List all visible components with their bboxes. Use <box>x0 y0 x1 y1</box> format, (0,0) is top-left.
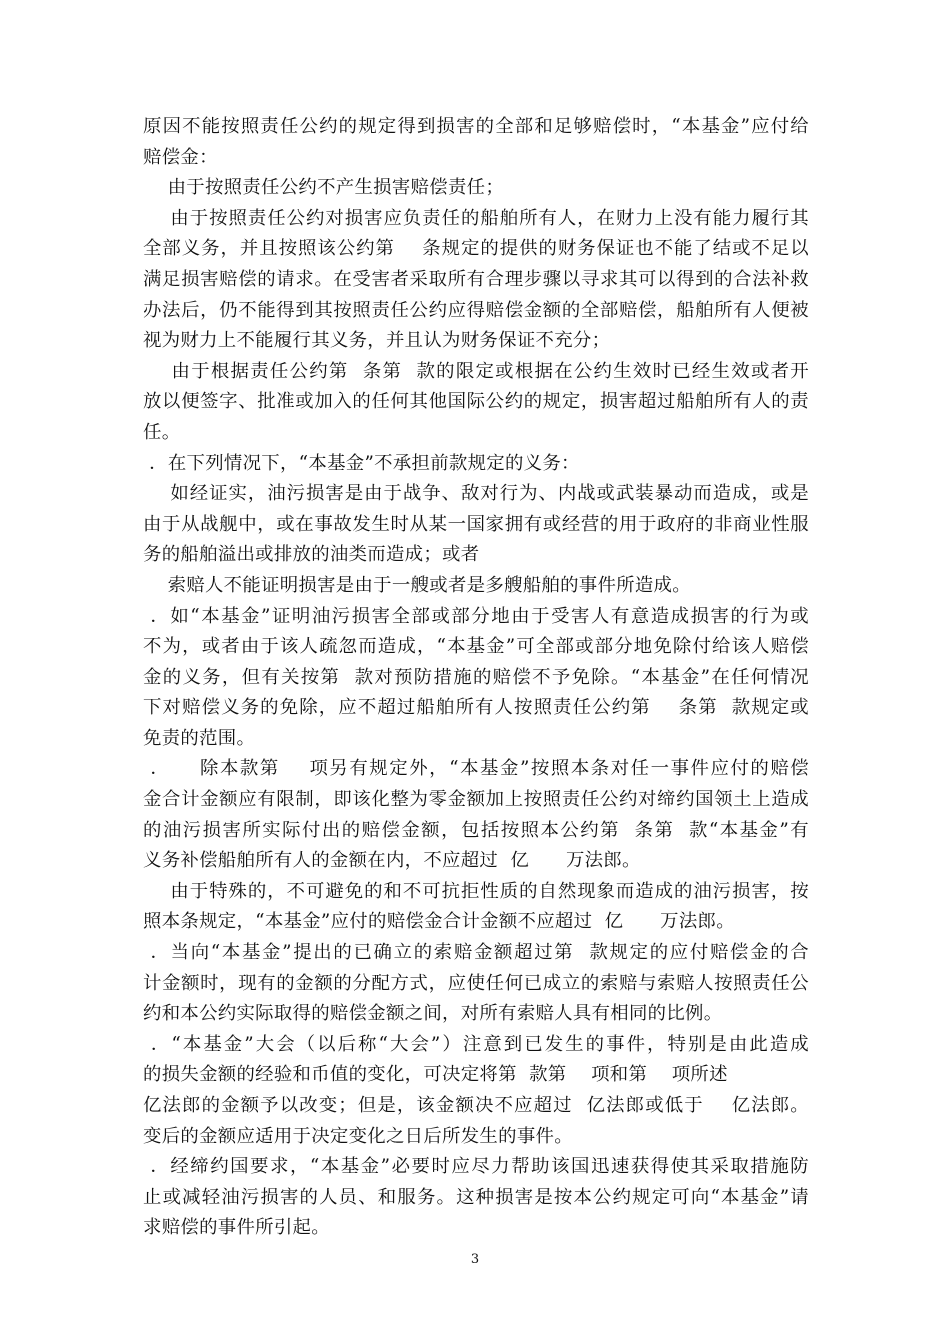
text-line: 照本条规定，“本基金”应付的赔偿金合计金额不应超过 亿 万法郎。 <box>143 911 735 933</box>
text-line: 放以便签字、批准或加入的任何其他国际公约的规定，损害超过船舶所有人的责 <box>143 391 809 413</box>
text-line: ．经缔约国要求，“本基金”必要时应尽力帮助该国迅速获得使其采取措施防 <box>143 1156 809 1178</box>
text-line: 满足损害赔偿的请求。在受害者采取所有合理步骤以寻求其可以得到的合法补救 <box>143 268 809 290</box>
text-line: 视为财力上不能履行其义务，并且认为财务保证不充分； <box>143 330 611 352</box>
text-line: 全部义务，并且按照该公约第 条规定的提供的财务保证也不能了结或不足以 <box>143 238 809 260</box>
text-line: ．“本基金”大会（以后称“大会”）注意到已发生的事件，特别是由此造成 <box>143 1033 809 1055</box>
text-line: 不为，或者由于该人疏忽而造成，“本基金”可全部或部分地免除付给该人赔偿 <box>143 636 809 658</box>
text-line: 变后的金额应适用于决定变化之日后所发生的事件。 <box>143 1125 573 1147</box>
text-line: 的损失金额的经验和币值的变化，可决定将第 款第 项和第 项所述 <box>143 1064 728 1086</box>
text-line: 止或减轻油污损害的人员、和服务。这种损害是按本公约规定可向“本基金”请 <box>143 1186 809 1208</box>
text-line: 计金额时，现有的金额的分配方式，应使任何已成立的索赔与索赔人按照责任公 <box>143 972 809 994</box>
text-line: 办法后，仍不能得到其按照责任公约应得赔偿金额的全部赔偿，船舶所有人便被 <box>143 299 809 321</box>
text-line: 金合计金额应有限制，即该化整为零金额加上按照责任公约对缔约国领土上造成 <box>143 789 809 811</box>
text-line: 下对赔偿义务的免除，应不超过船舶所有人按照责任公约第 条第 款规定或 <box>143 697 809 719</box>
text-line: 义务补偿船舶所有人的金额在内，不应超过 亿 万法郎。 <box>143 850 641 872</box>
text-line: 务的船舶溢出或排放的油类而造成；或者 <box>143 544 480 566</box>
text-line: 免责的范围。 <box>143 727 256 749</box>
text-line: ．当向“本基金”提出的已确立的索赔金额超过第 款规定的应付赔偿金的合 <box>143 942 809 964</box>
text-line: 约和本公约实际取得的赔偿金额之间，对所有索赔人具有相同的比例。 <box>143 1003 723 1025</box>
text-line: ． 除本款第 项另有规定外，“本基金”按照本条对任一事件应付的赔偿 <box>143 758 809 780</box>
page-number: 3 <box>470 1252 480 1267</box>
text-line: 求赔偿的事件所引起。 <box>143 1217 330 1239</box>
text-line: 索赔人不能证明损害是由于一艘或者是多艘船舶的事件所造成。 <box>143 574 691 596</box>
text-line: 的油污损害所实际付出的赔偿金额，包括按照本公约第 条第 款“本基金”有 <box>143 819 809 841</box>
text-line: 由于按照责任公约不产生损害赔偿责任； <box>143 177 505 199</box>
text-line: 由于按照责任公约对损害应负责任的船舶所有人，在财力上没有能力履行其 <box>143 207 809 229</box>
text-line: ．如“本基金”证明油污损害全部或部分地由于受害人有意造成损害的行为或 <box>143 605 809 627</box>
text-line: 原因不能按照责任公约的规定得到损害的全部和足够赔偿时，“本基金”应付给 <box>143 116 809 137</box>
text-line: 赔偿金： <box>143 146 218 168</box>
text-line: 如经证实，油污损害是由于战争、敌对行为、内战或武装暴动而造成，或是 <box>143 483 809 505</box>
text-line: 任。 <box>143 421 181 443</box>
text-line: ．在下列情况下，“本基金”不承担前款规定的义务： <box>143 452 580 474</box>
text-line: 由于根据责任公约第 条第 款的限定或根据在公约生效时已经生效或者开 <box>143 360 809 382</box>
text-line: 金的义务，但有关按第 款对预防措施的赔偿不予免除。“本基金”在任何情况 <box>143 666 809 688</box>
text-line: 亿法郎的金额予以改变；但是，该金额决不应超过 亿法郎或低于 亿法郎。 <box>143 1095 809 1116</box>
text-line: 由于从战舰中，或在事故发生时从某一国家拥有或经营的用于政府的非商业性服 <box>143 513 809 535</box>
document-body <box>143 112 809 1244</box>
text-line: 由于特殊的，不可避免的和不可抗拒性质的自然现象而造成的油污损害，按 <box>143 880 809 902</box>
